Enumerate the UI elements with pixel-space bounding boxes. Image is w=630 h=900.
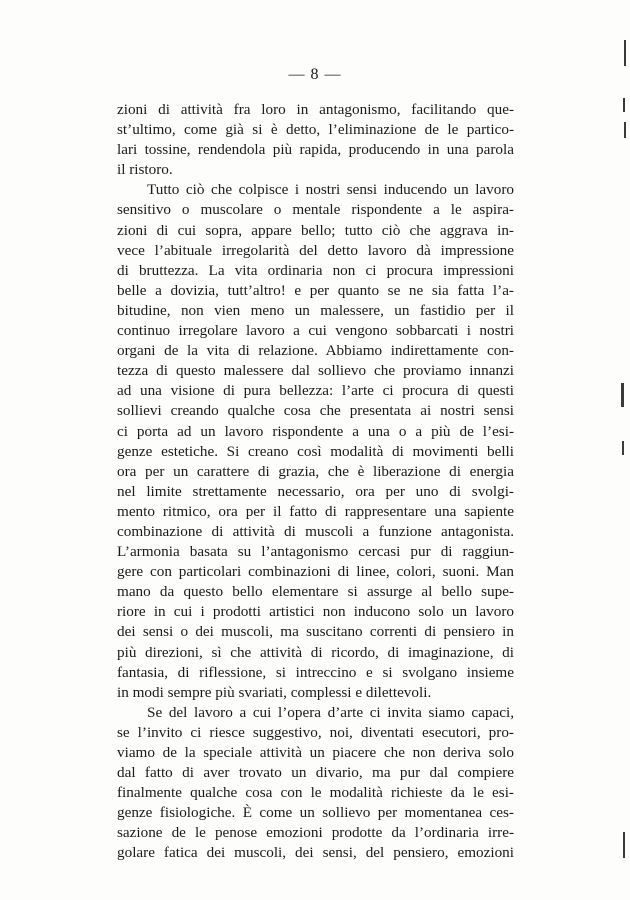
text-line: genze fisiologiche. È come un sollievo per momentanea ces- — [117, 804, 514, 822]
text-line: il ristoro. — [117, 161, 173, 179]
text-line: zioni di attività fra loro in antagonismo, facilitando que- — [117, 101, 514, 118]
text-line: finalmente qualche cosa con le modalità richieste da le esi- — [117, 784, 514, 802]
text-line: vece l’abituale irregolarità del detto lavoro dà impressione — [117, 241, 514, 259]
text-line: zioni di cui sopra, appare bello; tutto ciò che aggrava in- — [117, 221, 514, 239]
text-line: tezza di questo malessere dal sollievo che proviamo innanzi — [117, 362, 514, 380]
body-text — [117, 100, 514, 864]
paragraph — [117, 180, 514, 702]
text-line: dal fatto di aver trovato un divario, ma pur dal compiere — [117, 764, 514, 782]
text-line: bitudine, non vien meno un malessere, un fastidio per il — [117, 301, 514, 319]
text-line: L’armonia basata su l’antagonismo cercasi pur di raggiun- — [117, 543, 514, 561]
text-line: più direzioni, sì che attività di ricordo, di imaginazione, di — [117, 643, 514, 661]
scan-edge-mark — [624, 40, 626, 66]
text-line: sollievi creando qualche cosa che presentata ai nostri sensi — [117, 402, 514, 420]
text-line: sazione de le penose emozioni prodotte da l’ordinaria irre- — [117, 824, 514, 842]
text-line: viamo de la speciale attività un piacere che non deriva solo — [117, 744, 514, 761]
text-line: nel limite strettamente necessario, ora per uno di svolgi- — [117, 482, 514, 500]
text-line: di bruttezza. La vita ordinaria non ci procura impressioni — [117, 261, 514, 279]
text-line: lari tossine, rendendola più rapida, producendo in una parola — [117, 141, 514, 159]
text-line: mento ritmico, ora per il fatto di rappresentare una sapiente — [117, 502, 514, 520]
scan-edge-mark — [621, 383, 624, 407]
text-line: sensitivo o muscolare o mentale rispondente a le aspira- — [117, 201, 514, 219]
text-line: se l’invito ci riesce suggestivo, noi, diventati esecutori, pro- — [117, 723, 514, 741]
text-line: belle a dovizia, tutt’altro! e per quanto se ne sia fatta l’a- — [117, 281, 514, 299]
text-line: gere con particolari combinazioni di linee, colori, suoni. Man — [117, 563, 514, 581]
text-line: combinazione di attività di muscoli a funzione antagonista. — [117, 522, 514, 540]
paragraph — [117, 703, 514, 864]
text-line: fantasia, di riflessione, si intreccino e si svolgano insieme — [117, 663, 514, 681]
scan-edge-mark — [624, 122, 626, 138]
text-line: st’ultimo, come già si è detto, l’eliminazione de le partico- — [117, 121, 514, 139]
text-line: genze estetiche. Si creano così modalità di movimenti belli — [117, 442, 514, 460]
text-line: riore in cui i prodotti artistici non inducono solo un lavoro — [117, 603, 514, 621]
page-number: — 8 — — [288, 66, 342, 83]
text-line: ci porta ad un lavoro rispondente a una o a più de l’esi- — [117, 422, 514, 440]
text-line: ad una visione di pura bellezza: l’arte ci procura di questi — [117, 382, 514, 400]
scan-edge-mark — [622, 441, 624, 455]
text-line: golare fatica dei muscoli, dei sensi, del pensiero, emozioni — [117, 844, 514, 862]
text-line: mano da questo bello elementare si assurge al bello supe- — [117, 583, 514, 601]
text-line: organi de la vita di relazione. Abbiamo indirettamente con- — [117, 342, 514, 360]
scan-edge-mark — [623, 98, 625, 112]
paragraph — [117, 100, 514, 180]
scan-edge-mark — [623, 832, 625, 858]
text-line: ora per un carattere di grazia, che è liberazione di energia — [117, 462, 514, 480]
text-line: Tutto ciò che colpisce i nostri sensi inducendo un lavoro — [147, 181, 514, 199]
text-line: dei sensi o dei muscoli, ma suscitano correnti di pensiero in — [117, 623, 514, 641]
text-line: continuo irregolare lavoro a cui vengono sobbarcati i nostri — [117, 322, 514, 340]
text-line: in modi sempre più svariati, complessi e dilettevoli. — [117, 683, 432, 701]
text-line: Se del lavoro a cui l’opera d’arte ci invita siamo capaci, — [147, 703, 514, 721]
